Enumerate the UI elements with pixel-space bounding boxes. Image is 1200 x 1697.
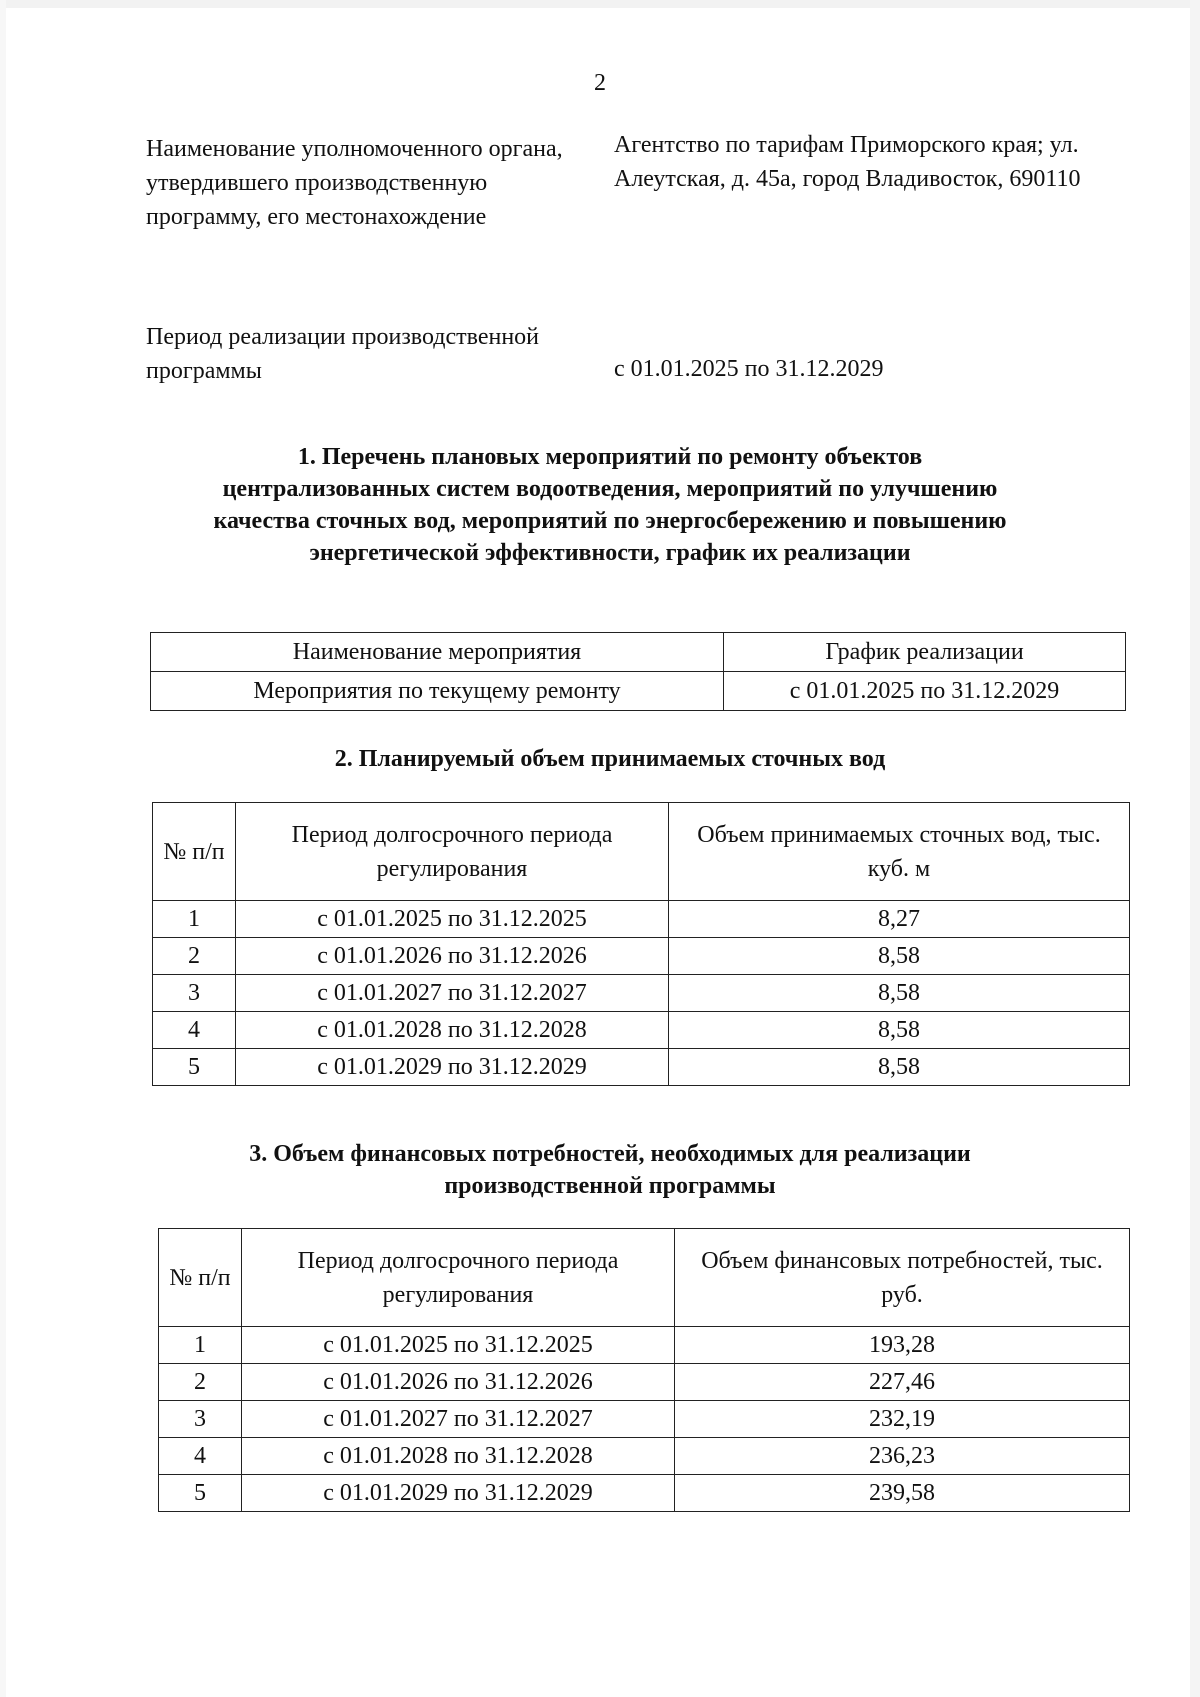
scan-edge-right: [1190, 0, 1200, 1697]
wastewater-volume-table: [152, 802, 1130, 1086]
table-header-row: [151, 633, 1126, 672]
header-period: Период долгосрочного периода регулирования: [242, 1229, 675, 1327]
cell-number: 1: [159, 1327, 242, 1364]
header-volume: Объем принимаемых сточных вод, тыс. куб. м: [669, 803, 1130, 901]
org-label: Наименование уполномоченного органа, утвердившего производственную программу, его местонахождение: [146, 136, 563, 230]
table-header-row: [159, 1229, 1130, 1327]
cell-period: с 01.01.2026 по 31.12.2026: [236, 938, 669, 975]
page-number: 2: [594, 70, 606, 96]
cell-number: 3: [153, 975, 236, 1012]
table-row: [153, 975, 1130, 1012]
section-2-title: 2. Планируемый объем принимаемых сточных вод: [334, 746, 886, 772]
cell-number: 5: [159, 1475, 242, 1512]
cell-number: 5: [153, 1049, 236, 1086]
table-row: [153, 901, 1130, 938]
table-row: [159, 1438, 1130, 1475]
cell-volume: 8,58: [669, 975, 1130, 1012]
scan-edge-left: [0, 0, 6, 1697]
header-financial-needs: Объем финансовых потребностей, тыс. руб.: [675, 1229, 1130, 1327]
cell-amount: 236,23: [675, 1438, 1130, 1475]
section-3-title: 3. Объем финансовых потребностей, необходимых для реализации производственной программы: [249, 1141, 971, 1199]
header-measure-name: Наименование мероприятия: [151, 633, 724, 672]
cell-number: 4: [153, 1012, 236, 1049]
org-value: Агентство по тарифам Приморского края; ул. Алеутская, д. 45а, город Владивосток, 690110: [614, 132, 1081, 192]
cell-period: с 01.01.2026 по 31.12.2026: [242, 1364, 675, 1401]
cell-period: с 01.01.2028 по 31.12.2028: [242, 1438, 675, 1475]
cell-amount: 232,19: [675, 1401, 1130, 1438]
cell-amount: 227,46: [675, 1364, 1130, 1401]
cell-number: 4: [159, 1438, 242, 1475]
header-number: № п/п: [153, 803, 236, 901]
header-number: № п/п: [159, 1229, 242, 1327]
cell-number: 2: [153, 938, 236, 975]
cell-period: с 01.01.2025 по 31.12.2025: [242, 1327, 675, 1364]
table-row: [153, 938, 1130, 975]
cell-period: с 01.01.2029 по 31.12.2029: [242, 1475, 675, 1512]
cell-period: с 01.01.2027 по 31.12.2027: [236, 975, 669, 1012]
table-row: [153, 1012, 1130, 1049]
cell-number: 3: [159, 1401, 242, 1438]
cell-volume: 8,58: [669, 1012, 1130, 1049]
cell-period: с 01.01.2025 по 31.12.2025: [236, 901, 669, 938]
table-row: [153, 1049, 1130, 1086]
cell-period: с 01.01.2028 по 31.12.2028: [236, 1012, 669, 1049]
cell-volume: 8,58: [669, 938, 1130, 975]
period-label: Период реализации производственной программы: [146, 324, 540, 384]
table-row: [159, 1475, 1130, 1512]
table-row: [151, 672, 1126, 711]
cell-volume: 8,27: [669, 901, 1130, 938]
measures-table: [150, 632, 1126, 711]
table-header-row: [153, 803, 1130, 901]
table-row: [159, 1327, 1130, 1364]
section-1-title: 1. Перечень плановых мероприятий по ремонту объектов централизованных систем водоотведения, мероприятий по улучшению качества сточных вод, мероприятий по энергосбережению и повышению энергетической эффективности, график их реализации: [213, 444, 1007, 566]
cell-period: с 01.01.2029 по 31.12.2029: [236, 1049, 669, 1086]
cell-volume: 8,58: [669, 1049, 1130, 1086]
scan-edge-top: [0, 0, 1200, 8]
header-schedule: График реализации: [724, 633, 1126, 672]
period-value: с 01.01.2025 по 31.12.2029: [614, 356, 884, 382]
cell-number: 2: [159, 1364, 242, 1401]
header-period: Период долгосрочного периода регулирования: [236, 803, 669, 901]
cell-schedule: с 01.01.2025 по 31.12.2029: [724, 672, 1126, 711]
cell-period: с 01.01.2027 по 31.12.2027: [242, 1401, 675, 1438]
table-row: [159, 1401, 1130, 1438]
cell-amount: 239,58: [675, 1475, 1130, 1512]
cell-number: 1: [153, 901, 236, 938]
table-row: [159, 1364, 1130, 1401]
cell-amount: 193,28: [675, 1327, 1130, 1364]
cell-measure: Мероприятия по текущему ремонту: [151, 672, 724, 711]
financial-needs-table: [158, 1228, 1130, 1512]
